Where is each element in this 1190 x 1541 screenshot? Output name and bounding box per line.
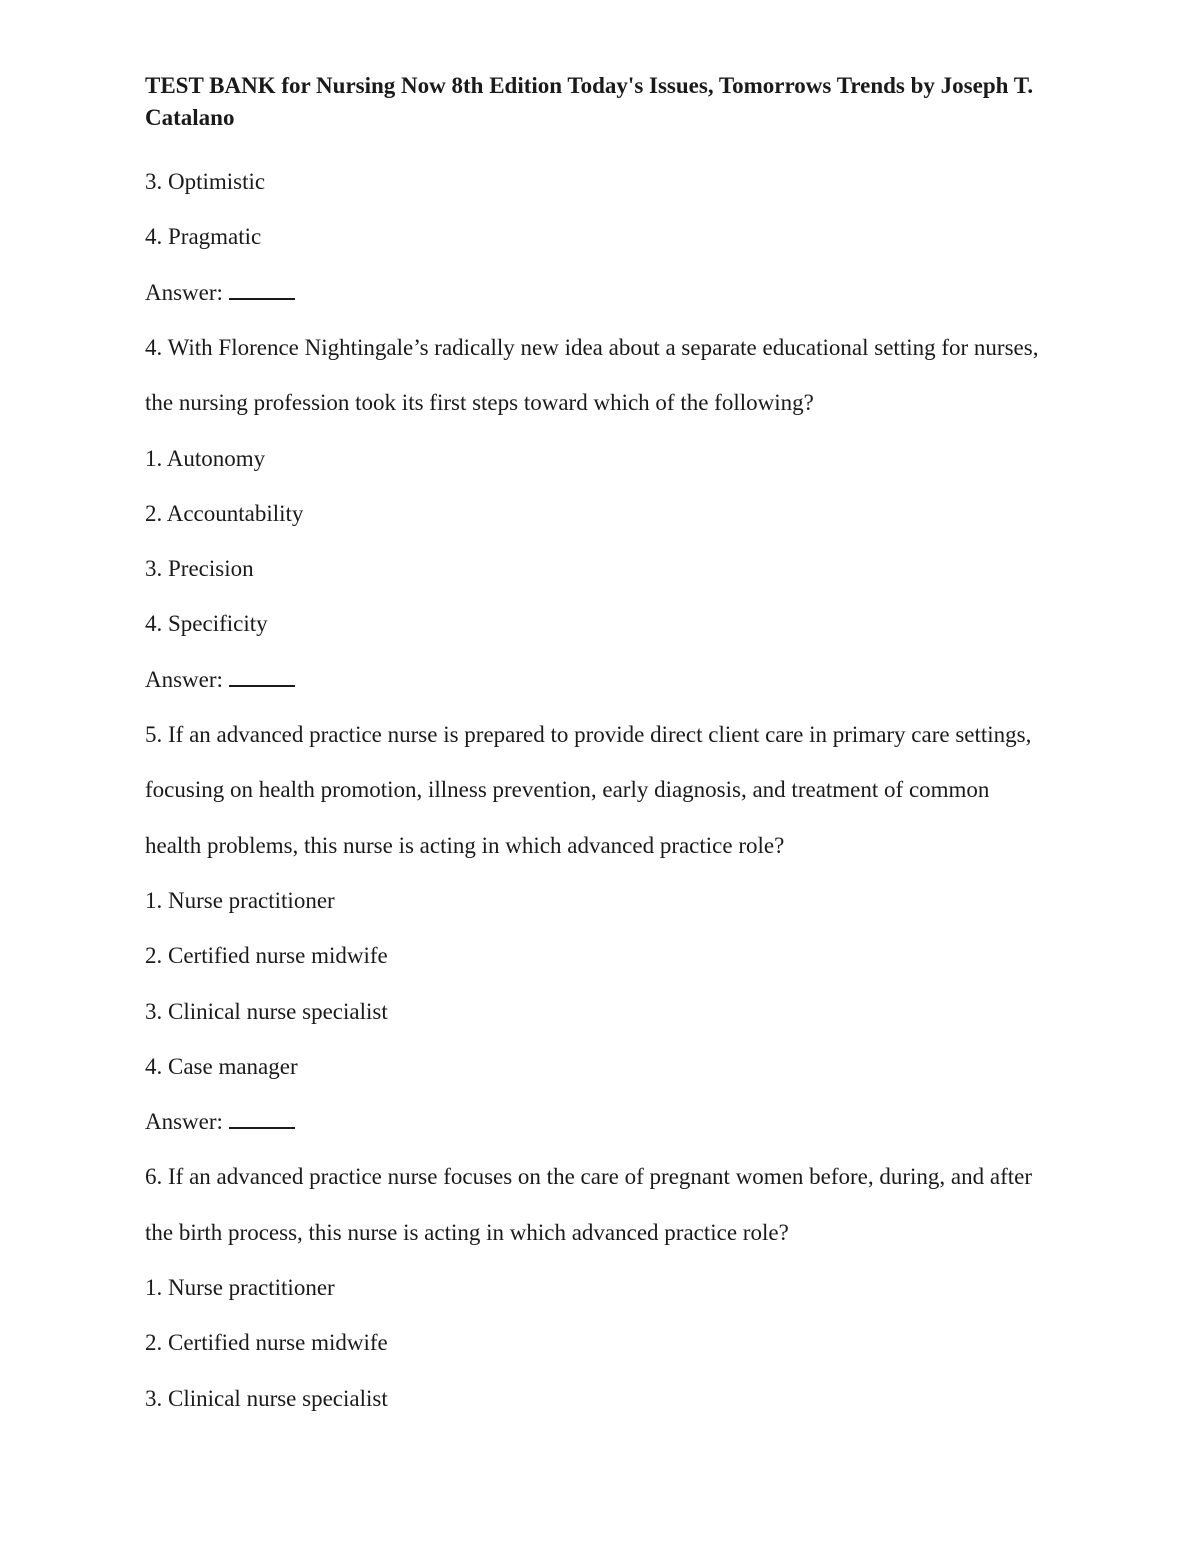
text-line: 4. Case manager [145,1053,298,1079]
answer-blank [229,667,295,687]
document-title: TEST BANK for Nursing Now 8th Edition Today's Issues, Tomorrows Trends by Joseph T. Catalano [145,73,1034,130]
text-line: 4. Specificity [145,611,268,637]
answer-blank [229,1109,295,1129]
text-line: 4. With Florence Nightingale’s radically new idea about a separate educational setting for nurses, [145,334,1039,360]
answer-line [145,1108,295,1136]
text-line: the nursing profession took its first steps toward which of the following? [145,390,814,416]
text-line: the birth process, this nurse is acting in which advanced practice role? [145,1219,789,1245]
answer-label: Answer: [145,1109,223,1135]
text-line: 1. Nurse practitioner [145,887,335,913]
text-line: 2. Certified nurse midwife [145,1330,388,1356]
text-line: 6. If an advanced practice nurse focuses on the care of pregnant women before, during, and after [145,1164,1033,1190]
answer-line [145,279,295,307]
text-line: 3. Clinical nurse specialist [145,1385,388,1411]
text-line: 3. Precision [145,556,254,582]
answer-blank [229,280,295,300]
text-line: 1. Nurse practitioner [145,1275,335,1300]
text-line: 2. Certified nurse midwife [145,943,388,969]
text-line: 2. Accountability [145,500,304,526]
text-line: focusing on health promotion, illness prevention, early diagnosis, and treatment of common [145,777,990,803]
text-line: 3. Clinical nurse specialist [145,998,388,1024]
text-line: 5. If an advanced practice nurse is prepared to provide direct client care in primary care settings, [145,722,1032,747]
answer-label: Answer: [145,279,223,305]
text-line: health problems, this nurse is acting in which advanced practice role? [145,832,785,858]
text-line: 1. Autonomy [145,445,266,471]
answer-line [145,666,295,694]
text-line: 4. Pragmatic [145,224,262,250]
text-line: 3. Optimistic [145,169,266,194]
answer-label: Answer: [145,666,223,692]
